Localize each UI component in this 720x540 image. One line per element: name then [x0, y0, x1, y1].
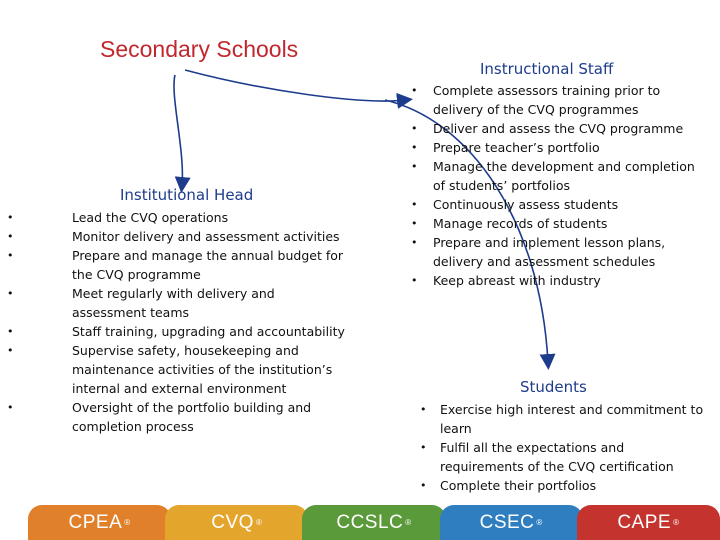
banner-csec — [440, 505, 583, 540]
registered-mark: ® — [124, 518, 131, 527]
list-item: • Supervise safety, housekeeping and maintenance activities of the institution’s internal and external environment — [72, 341, 352, 398]
page-title: Secondary Schools — [100, 36, 299, 62]
list-item: • Prepare and implement lesson plans, delivery and assessment schedules — [433, 233, 703, 271]
arrow-to-instructional-staff — [185, 70, 405, 101]
banner-cpea — [28, 505, 171, 540]
list-item: • Staff training, upgrading and accountability — [72, 322, 352, 341]
list-item: • Manage records of students — [433, 214, 703, 233]
registered-mark: ® — [405, 518, 412, 527]
list-item: • Deliver and assess the CVQ programme — [433, 119, 703, 138]
list-item: • Keep abreast with industry — [433, 271, 703, 290]
banner-cvq — [165, 505, 308, 540]
list-item: • Lead the CVQ operations — [72, 208, 352, 227]
list-item: • Prepare and manage the annual budget for the CVQ programme — [72, 246, 352, 284]
list-item: • Manage the development and completion of students’ portfolios — [433, 157, 703, 195]
registered-mark: ® — [673, 518, 680, 527]
instructional-staff-list — [433, 81, 703, 290]
list-item: • Fulfil all the expectations and requirements of the CVQ certification — [440, 438, 710, 476]
arrow-to-institutional-head — [174, 75, 182, 185]
list-item: • Oversight of the portfolio building and completion process — [72, 398, 352, 436]
institutional-head-list — [72, 208, 352, 436]
banner-cape-label: CAPE — [617, 511, 672, 533]
instructional-staff-heading: Instructional Staff — [480, 60, 614, 78]
banner-cape — [577, 505, 720, 540]
list-item: • Meet regularly with delivery and assessment teams — [72, 284, 352, 322]
list-item: • Prepare teacher’s portfolio — [433, 138, 703, 157]
list-item: • Complete their portfolios — [440, 476, 710, 495]
banner-ccslc-label: CCSLC — [336, 511, 404, 533]
list-item: • Complete assessors training prior to delivery of the CVQ programmes — [433, 81, 703, 119]
registered-mark: ® — [536, 518, 543, 527]
list-item: • Exercise high interest and commitment to learn — [440, 400, 710, 438]
institutional-head-heading: Institutional Head — [120, 186, 254, 204]
list-item: • Monitor delivery and assessment activities — [72, 227, 352, 246]
banner-csec-label: CSEC — [479, 511, 535, 533]
banner-cvq-label: CVQ — [211, 511, 254, 533]
cxc-programmes-banner — [28, 505, 720, 540]
registered-mark: ® — [255, 518, 263, 527]
students-list — [440, 400, 710, 495]
banner-cpea-label: CPEA — [68, 511, 123, 533]
list-item: • Continuously assess students — [433, 195, 703, 214]
banner-ccslc — [302, 505, 445, 540]
students-heading: Students — [520, 378, 587, 396]
